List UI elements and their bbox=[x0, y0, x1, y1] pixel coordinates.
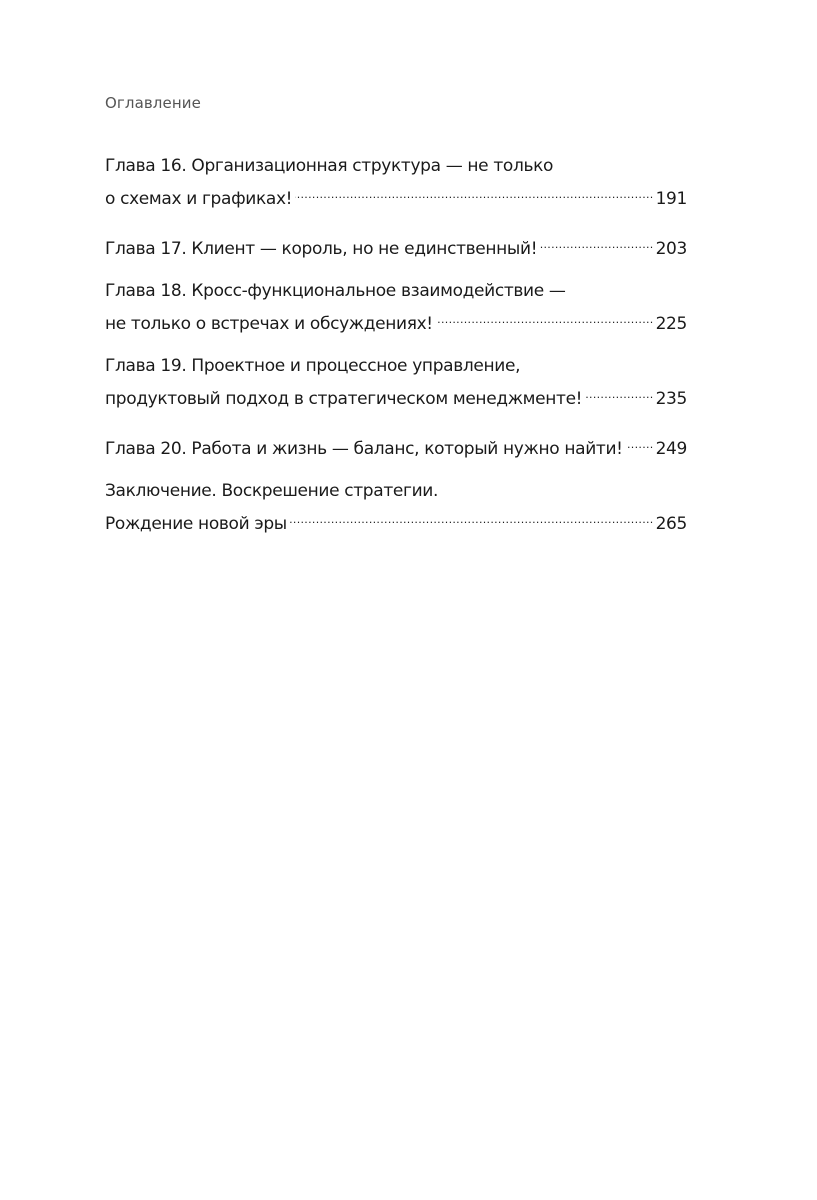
toc-entry-title-line: Заключение. Воскрешение стратегии. bbox=[105, 481, 439, 501]
table-of-contents bbox=[105, 154, 687, 554]
dot-leader bbox=[436, 304, 654, 329]
toc-entry-last-line bbox=[105, 429, 687, 462]
toc-entry-title-line: Глава 17. Клиент — король, но не единственный! bbox=[105, 239, 538, 259]
toc-entry-title-line: Глава 18. Кросс-функциональное взаимодействие — bbox=[105, 281, 566, 301]
toc-entry-title-line: Рождение новой эры bbox=[105, 514, 287, 534]
toc-entry-last-line bbox=[105, 179, 687, 212]
toc-page-number: 203 bbox=[655, 239, 687, 259]
toc-entry-chapter-19 bbox=[105, 354, 687, 412]
toc-entry-title-line: Глава 16. Организационная структура — не только bbox=[105, 156, 554, 176]
toc-entry-chapter-18 bbox=[105, 279, 687, 337]
toc-entry-last-line bbox=[105, 504, 687, 537]
dot-leader bbox=[585, 379, 653, 404]
toc-page-number: 225 bbox=[655, 314, 687, 334]
running-header: Оглавление bbox=[105, 94, 201, 112]
toc-entry-last-line bbox=[105, 229, 687, 262]
toc-page-number: 235 bbox=[655, 389, 687, 409]
dot-leader bbox=[295, 179, 653, 204]
toc-page-number: 265 bbox=[655, 514, 687, 534]
toc-entry-conclusion bbox=[105, 479, 687, 537]
dot-leader bbox=[540, 229, 653, 254]
toc-entry-title-line: о схемах и графиках! bbox=[105, 189, 293, 209]
toc-entry-title-line: продуктовый подход в стратегическом менеджменте! bbox=[105, 389, 583, 409]
toc-entry-last-line bbox=[105, 304, 687, 337]
toc-entry-chapter-17 bbox=[105, 229, 687, 262]
toc-entry-title-line: Глава 20. Работа и жизнь — баланс, который нужно найти! bbox=[105, 439, 623, 459]
toc-entry-chapter-16 bbox=[105, 154, 687, 212]
toc-entry-title-line: Глава 19. Проектное и процессное управление, bbox=[105, 356, 521, 376]
dot-leader bbox=[626, 429, 654, 454]
toc-entry-last-line bbox=[105, 379, 687, 412]
toc-entry-title-line: не только о встречах и обсуждениях! bbox=[105, 314, 433, 334]
toc-entry-chapter-20 bbox=[105, 429, 687, 462]
toc-page-number: 191 bbox=[655, 189, 687, 209]
toc-page-number: 249 bbox=[655, 439, 687, 459]
dot-leader bbox=[290, 504, 654, 529]
